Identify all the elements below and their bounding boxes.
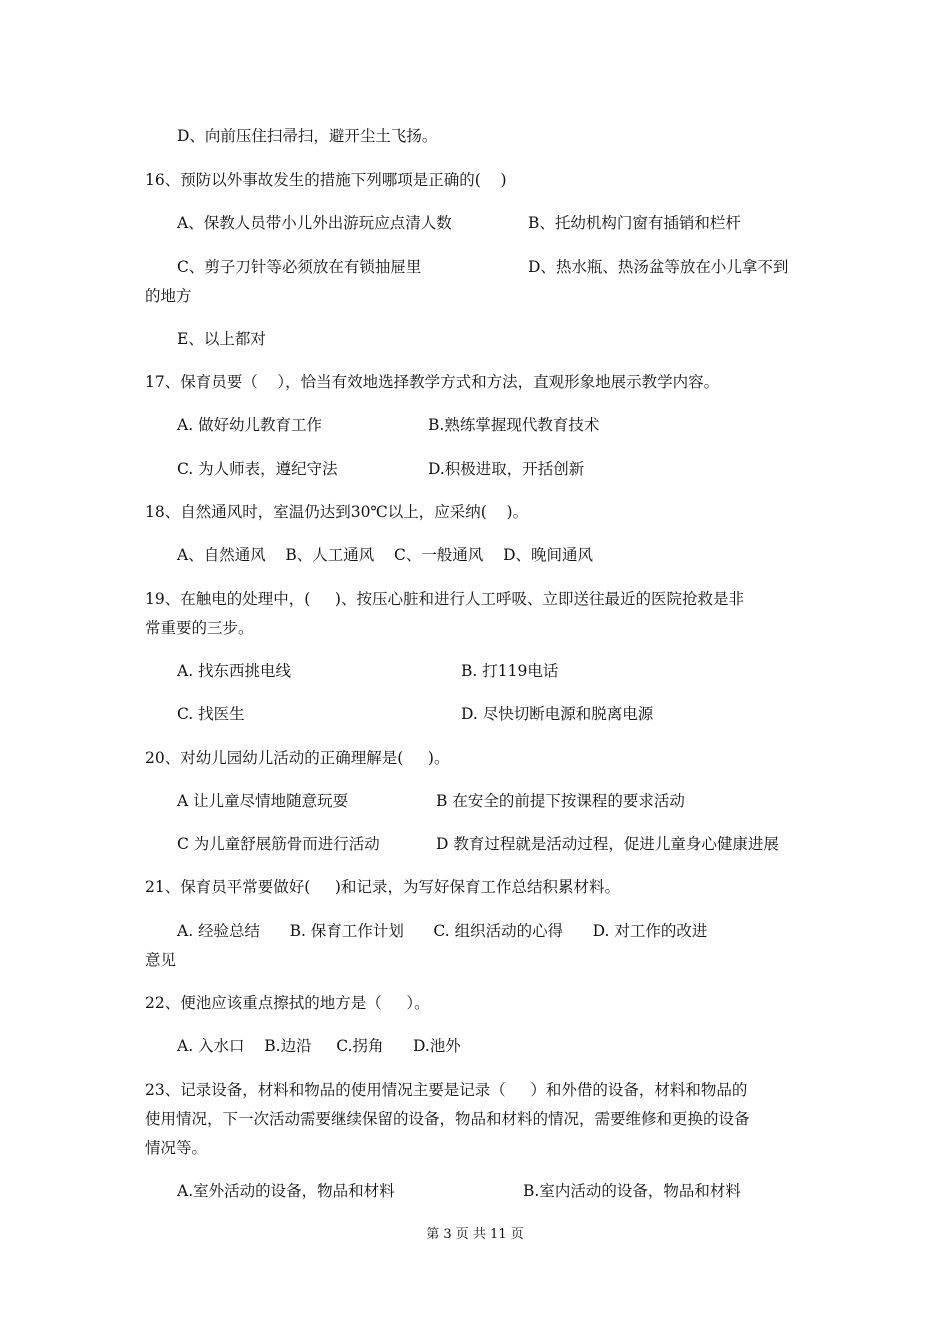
option-20d: D 教育过程就是活动过程，促进儿童身心健康进展 [436,835,779,853]
question-23-line2: 使用情况，下一次活动需要继续保留的设备，物品和材料的情况，需要维修和更换的设备 [145,1110,750,1128]
question-19: 19、在触电的处理中，( )、按压心脏和进行人工呼吸、立即送往最近的医院抢救是非 [145,590,744,608]
option-17d: D.积极进取，开括创新 [428,460,585,478]
question-23-line3: 情况等。 [145,1139,208,1157]
question-21: 21、保育员平常要做好( )和记录，为写好保育工作总结积累材料。 [145,878,620,896]
option-16d-continued: 的地方 [145,287,192,305]
options-21: A. 经验总结 B. 保育工作计划 C. 组织活动的心得 D. 对工作的改进 [177,922,708,940]
option-16c: C、剪子刀针等必须放在有锁抽屉里 [177,258,422,276]
option-20b: B 在安全的前提下按课程的要求活动 [436,792,685,810]
option-19d: D. 尽快切断电源和脱离电源 [461,705,654,723]
option-17c: C. 为人师表，遵纪守法 [177,460,338,478]
option-16e: E、以上都对 [177,330,266,348]
question-18: 18、自然通风时，室温仍达到30℃以上，应采纳( )。 [145,503,529,521]
options-22: A. 入水口 B.边沿 C.拐角 D.池外 [177,1037,461,1055]
option-23b: B.室内活动的设备，物品和材料 [523,1182,741,1200]
option-19a: A. 找东西挑电线 [177,662,292,680]
option-19c: C. 找医生 [177,705,245,723]
option-16d: D、热水瓶、热汤盆等放在小儿拿不到 [528,258,789,276]
question-19-continued: 常重要的三步。 [145,619,254,637]
option-17b: B.熟练掌握现代教育技术 [428,416,600,434]
option-23a: A.室外活动的设备，物品和材料 [177,1182,395,1200]
question-17: 17、保育员要（ ），恰当有效地选择教学方式和方法，直观形象地展示教学内容。 [145,373,720,391]
option-16a: A、保教人员带小儿外出游玩应点清人数 [177,214,452,232]
page-number: 第 3 页 共 11 页 [426,1227,524,1242]
option-15d: D、向前压住扫帚扫，避开尘土飞扬。 [177,127,438,145]
options-21-continued: 意见 [145,951,177,969]
option-19b: B. 打119电话 [461,662,559,680]
option-17a: A. 做好幼儿教育工作 [177,416,323,434]
option-20c: C 为儿童舒展筋骨而进行活动 [177,835,380,853]
question-22: 22、便池应该重点擦拭的地方是（ ）。 [145,994,430,1012]
question-20: 20、对幼儿园幼儿活动的正确理解是( )。 [145,749,450,767]
option-16b: B、托幼机构门窗有插销和栏杆 [528,214,741,232]
question-16: 16、预防以外事故发生的措施下列哪项是正确的( ) [145,171,507,189]
option-20a: A 让儿童尽情地随意玩耍 [177,792,349,810]
options-18: A、自然通风 B、人工通风 C、一般通风 D、晚间通风 [177,546,593,564]
question-23: 23、记录设备，材料和物品的使用情况主要是记录（ ）和外借的设备，材料和物品的 [145,1081,748,1099]
